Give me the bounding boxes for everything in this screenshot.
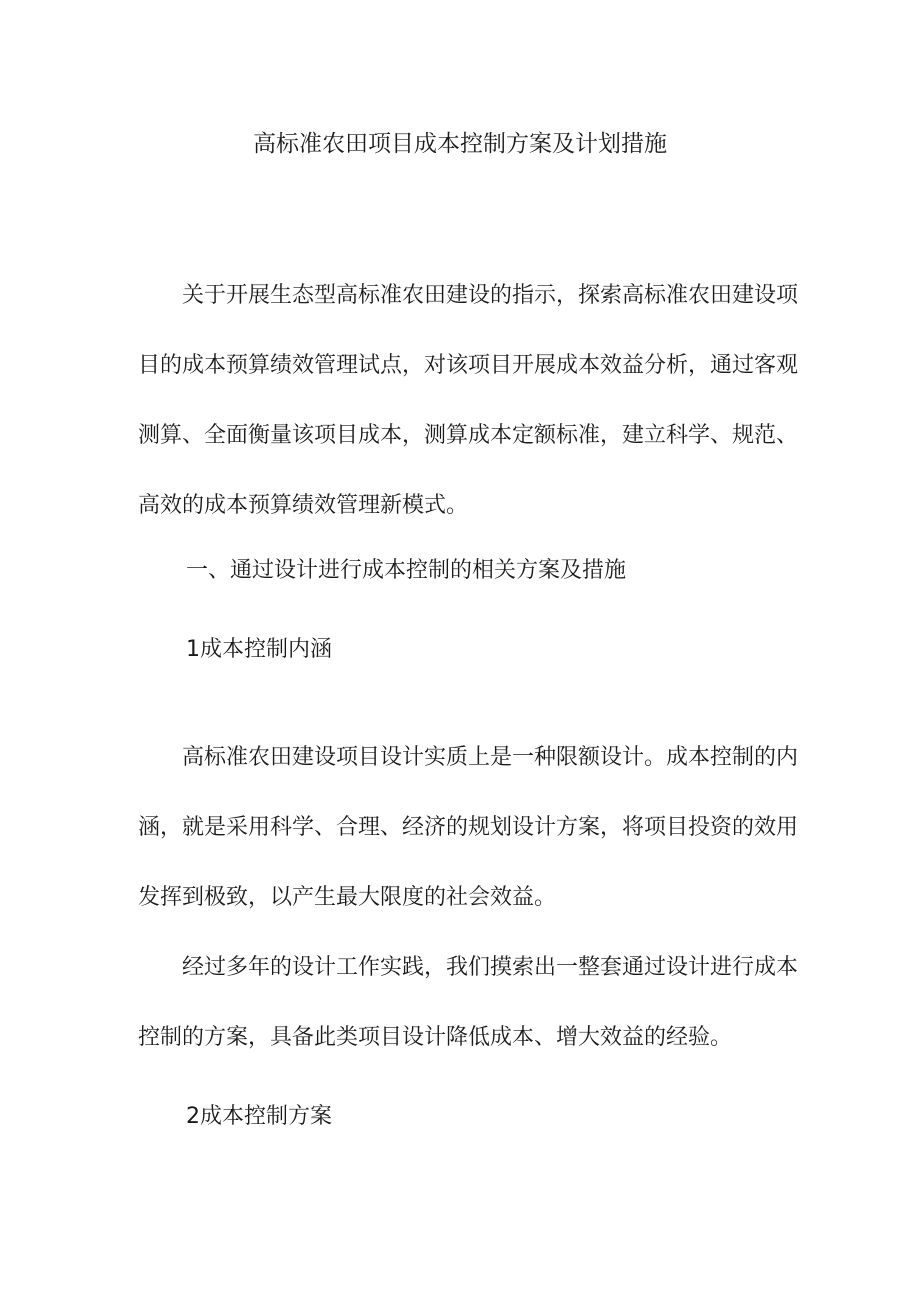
intro-paragraph: 关于开展生态型高标准农田建设的指示，探索高标准农田建设项目的成本预算绩效管理试点，对该项目开展成本效益分析，通过客观测算、全面衡量该项目成本，测算成本定额标准，建立科学、规范、高效的成本预算绩效管理新模式。	[138, 283, 799, 518]
subsection-2-heading: 2成本控制方案	[186, 1104, 332, 1129]
subsection-1-paragraph-2: 经过多年的设计工作实践，我们摸索出一整套通过设计进行成本控制的方案，具备此类项目设计降低成本、增大效益的经验。	[138, 955, 799, 1050]
section-1-heading: 一、通过设计进行成本控制的相关方案及措施	[186, 558, 627, 583]
subsection-1-paragraph-1: 高标准农田建设项目设计实质上是一种限额设计。成本控制的内涵，就是采用科学、合理、经济的规划设计方案，将项目投资的效用发挥到极致，以产生最大限度的社会效益。	[138, 745, 799, 910]
document-title: 高标准农田项目成本控制方案及计划措施	[253, 131, 667, 157]
subsection-1-heading: 1成本控制内涵	[186, 637, 332, 662]
